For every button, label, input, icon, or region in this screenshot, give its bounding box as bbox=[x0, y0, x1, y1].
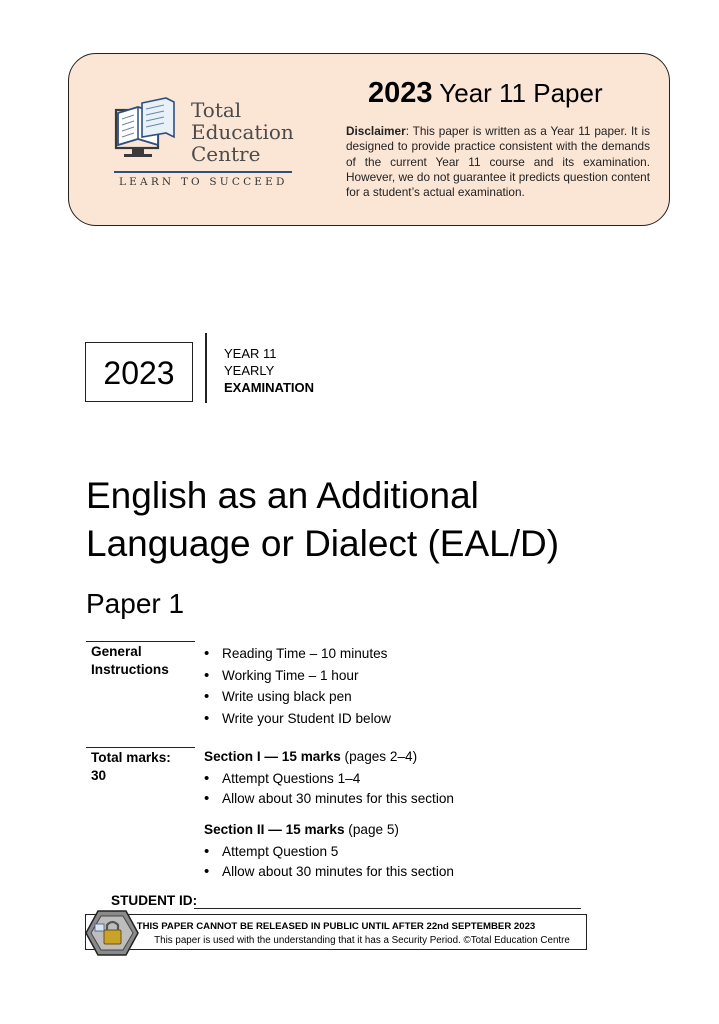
student-id-field[interactable] bbox=[194, 908, 581, 909]
disclaimer: Disclaimer: This paper is written as a Year 11 paper. It is designed to provide practice consistent with the demands of the current Year 11 course and its examination. However, we do not guarantee it predicts question content for a student’s actual examination. bbox=[346, 124, 650, 200]
list-item: • Attempt Questions 1–4 bbox=[204, 769, 454, 789]
logo-wordmark: Total Education Centre bbox=[191, 98, 294, 166]
list-item: • Write your Student ID below bbox=[204, 708, 391, 730]
logo-rule bbox=[114, 171, 292, 173]
security-notice: THIS PAPER CANNOT BE RELEASED IN PUBLIC UNTIL AFTER 22nd SEPTEMBER 2023 bbox=[136, 921, 536, 932]
subject-title: English as an Additional Language or Dialect (EAL/D) bbox=[86, 475, 560, 564]
list-item: • Allow about 30 minutes for this section bbox=[204, 862, 454, 882]
banner-title: 2023 Year 11 Paper bbox=[368, 77, 603, 109]
list-item: • Working Time – 1 hour bbox=[204, 665, 391, 687]
paper-number: Paper 1 bbox=[86, 588, 185, 619]
list-item: • Attempt Question 5 bbox=[204, 842, 454, 862]
exam-year-box: 2023 bbox=[85, 342, 193, 402]
logo-tagline: LEARN TO SUCCEED bbox=[119, 176, 288, 188]
section-1-heading: Section I — 15 marks (pages 2–4) bbox=[204, 749, 418, 764]
section-2-heading: Section II — 15 marks (page 5) bbox=[204, 822, 399, 837]
section-1-list bbox=[204, 769, 454, 809]
exam-label: YEAR 11 YEARLY EXAMINATION bbox=[224, 346, 315, 395]
general-instructions-list bbox=[204, 643, 391, 729]
list-item: • Reading Time – 10 minutes bbox=[204, 643, 391, 665]
padlock-badge-icon bbox=[84, 908, 140, 958]
total-marks-label: Total marks: 30 bbox=[91, 750, 171, 783]
section-rule bbox=[86, 641, 195, 642]
section-rule bbox=[86, 747, 195, 748]
list-item: • Write using black pen bbox=[204, 686, 391, 708]
section-2-list bbox=[204, 842, 454, 882]
security-period-note: This paper is used with the understanding that it has a Security Period. ©Total Education Centre bbox=[154, 935, 570, 946]
list-item: • Allow about 30 minutes for this section bbox=[204, 789, 454, 809]
security-footer bbox=[85, 914, 587, 950]
divider bbox=[205, 333, 207, 403]
student-id-label: STUDENT ID: bbox=[111, 893, 198, 908]
general-instructions-label: General Instructions bbox=[91, 644, 169, 677]
